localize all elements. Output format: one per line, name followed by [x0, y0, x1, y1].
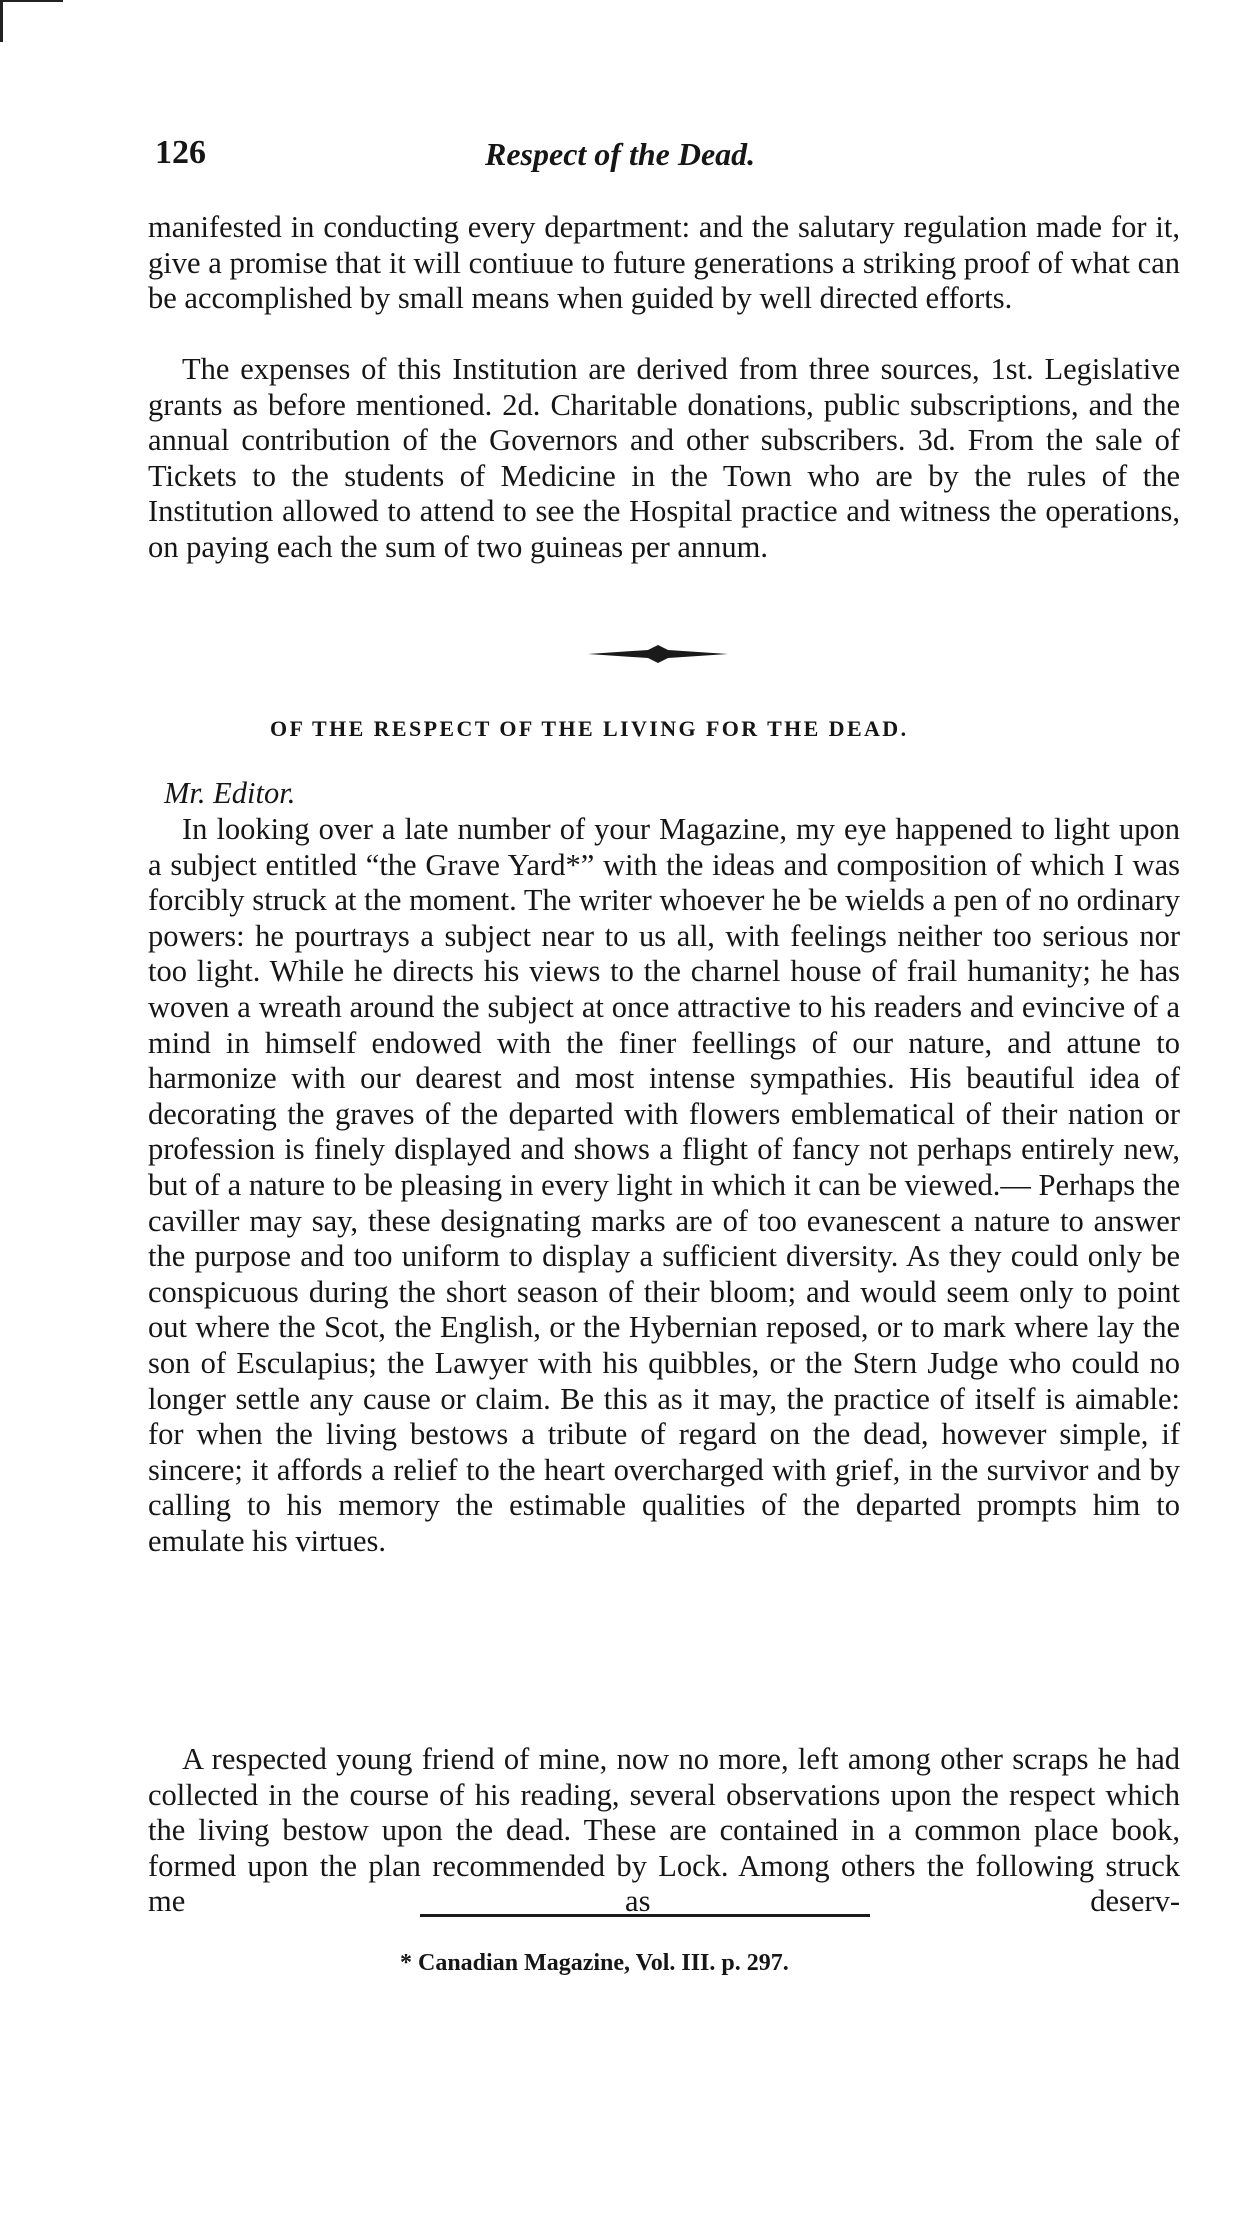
footnote: * Canadian Magazine, Vol. III. p. 297. [400, 1950, 789, 1976]
paragraph-expenses [148, 352, 1180, 566]
paragraph-letter-body [148, 812, 1180, 1559]
paragraph-text: The expenses of this Institution are derived from three sources, 1st. Legislative grants as before mentioned. 2d. Charitable donations, public subscriptions, and the annual contribution of the Governors and other subscribers. 3d. From the sale of Tickets to the students of Medicine in the Town who are by the rules of the Institution allowed to attend to see the Hospital practice and witness the operations, on paying each the sum of two guineas per annum. [148, 352, 1180, 564]
section-divider-ornament [588, 645, 728, 663]
paragraph-young-friend [148, 1742, 1180, 1920]
page-number: 126 [155, 134, 206, 171]
footnote-rule [420, 1914, 870, 1917]
paragraph-text: In looking over a late number of your Magazine, my eye happened to light upon a subject entitled “the Grave Yard*” with the ideas and composition of which I was forcibly struck at the moment. The writer whoever he be wields a pen of no ordinary powers: he pourtrays a subject near to us all, with feelings neither too serious nor too light. While he directs his views to the charnel house of frail humanity; he has woven a wreath around the subject at once attractive to his readers and evincive of a mind in himself endowed with the finer feellings of our nature, and attune to harmonize with our dearest and most intense sympathies. His beautiful idea of decorating the graves of the departed with flowers emblematical of their nation or profession is finely displayed and shows a flight of fancy not perhaps entirely new, but of a nature to be pleasing in every light in which it can be viewed.— Perhaps the caviller may say, these designating marks are of too evanescent a nature to answer the purpose and too uniform to display a sufficient diversity. As they could only be conspicuous during the short season of their bloom; and would seem only to point out where the Scot, the English, or the Hybernian reposed, or to mark where lay the son of Esculapius; the Lawyer with his quibbles, or the Stern Judge who could no longer settle any cause or claim. Be this as it may, the practice of itself is aimable: for when the living bestows a tribute of regard on the dead, however simple, if sincere; it affords a relief to the heart overcharged with grief, in the survivor and by calling to his memory the estimable qualities of the departed prompts him to emulate his virtues. [148, 812, 1180, 1558]
paragraph-text: A respected young friend of mine, now no more, left among other scraps he had collected in the course of his reading, several observations upon the respect which the living bestow upon the dead. These are contained in a common place book, formed upon the plan recommended by Lock. Among others the following struck me as deserv- [148, 1742, 1180, 1919]
scan-corner-mark [0, 0, 63, 42]
section-title: OF THE RESPECT OF THE LIVING FOR THE DEAD. [270, 716, 909, 741]
paragraph-text: manifested in conducting every department: and the salutary regulation made for it, give a promise that it will contiuue to future generations a striking proof of what can be accomplished by small means when guided by well directed efforts. [148, 210, 1180, 316]
running-title: Respect of the Dead. [485, 136, 756, 172]
page-header [155, 134, 1045, 184]
salutation: Mr. Editor. [164, 776, 296, 810]
paragraph-continuation [148, 210, 1180, 317]
